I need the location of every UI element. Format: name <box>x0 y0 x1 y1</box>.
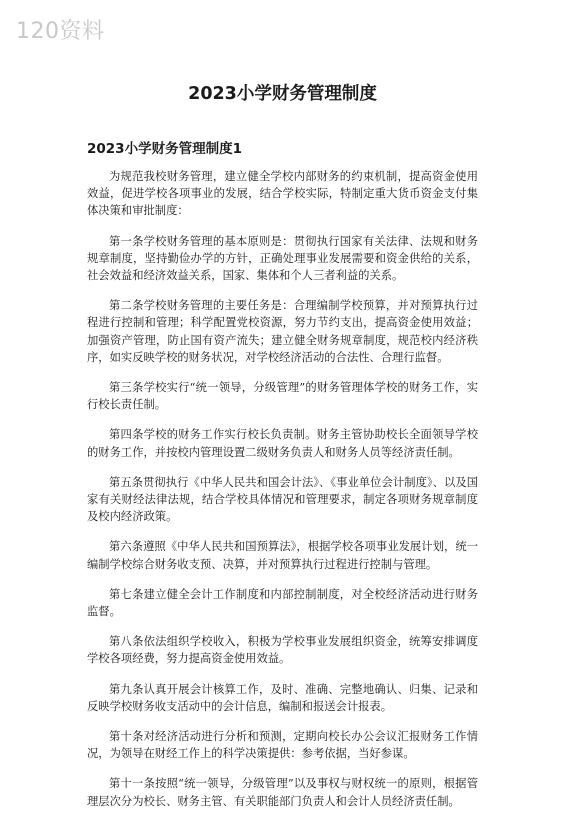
watermark: 120资料 <box>16 19 105 44</box>
paragraph-article-4: 第四条学校的财务工作实行校长负责制。财务主管协助校长全面领导学校的财务工作，并按校内管理设置二级财务负责人和财务人员等经济责任制。 <box>87 428 478 459</box>
paragraph-article-3: 第三条学校实行“统一领导，分级管理”的财务管理体学校的财务工作，实行校长责任制。 <box>87 381 478 412</box>
paragraph-article-2: 第二条学校财务管理的主要任务是：合理编制学校预算，并对预算执行过程进行控制和管理；科学配置党校资源，努力节约支出，提高资金使用效益；加强资产管理，防止国有资产流失；建立健全财务规章制度，规范校内经济秩序，如实反映学校的财务状况，对学校经济活动的合法性、合理行监督。 <box>87 299 478 364</box>
paragraph-article-6: 第六条遵照《中华人民共和国预算法》，根据学校各项事业发展计划，统一编制学校综合财务收支预、决算，并对预算执行过程进行控制与管理。 <box>87 540 478 571</box>
paragraph-intro: 为规范我校财务管理，建立健全学校内部财务的约束机制，提高资金使用效益，促进学校各项事业的发展，结合学校实际，特制定重大货币资金支付集体决策和审批制度： <box>87 170 478 218</box>
paragraph-article-7: 第七条建立健全会计工作制度和内部控制制度，对全校经济活动进行财务监督。 <box>87 587 478 619</box>
paragraph-article-9: 第九条认真开展会计核算工作，及时、准确、完整地确认、归集、记录和反映学校财务收支活动中的会计信息，编制和报送会计报表。 <box>87 682 478 713</box>
paragraph-article-8: 第八条依法组织学校收入，积极为学校事业发展组织资金，统筹安排调度学校各项经费，努力提高资金使用效益。 <box>87 635 478 666</box>
section-heading: 2023小学财务管理制度1 <box>87 141 242 157</box>
document-body <box>87 168 478 823</box>
paragraph-article-5: 第五条贯彻执行《中华人民共和国会计法》、《事业单位会计制度》、以及国家有关财经法律法规，结合学校具体情况和管理要求，制定各项财务规章制度及校内经济政策。 <box>87 475 478 524</box>
paragraph-article-10: 第十条对经济活动进行分析和预测，定期向校长办公会议汇报财务工作情况，为领导在财经工作上的科学决策提供：参考依据，当好参谋。 <box>87 730 478 761</box>
paragraph-article-1: 第一条学校财务管理的基本原则是：贯彻执行国家有关法律、法规和财务规章制度，坚持勤俭办学的方针，正确处理事业发展需要和资金供给的关系，社会效益和经济效益关系，国家、集体和个人三者利益的关系。 <box>87 234 478 283</box>
paragraph-article-11: 第十一条按照“统一领导，分级管理”以及事权与财权统一的原则，根据管理层次分为校长、财务主管、有关职能部门负责人和会计人员经济责任制。 <box>87 777 478 808</box>
document-title: 2023小学财务管理制度 <box>188 84 377 104</box>
